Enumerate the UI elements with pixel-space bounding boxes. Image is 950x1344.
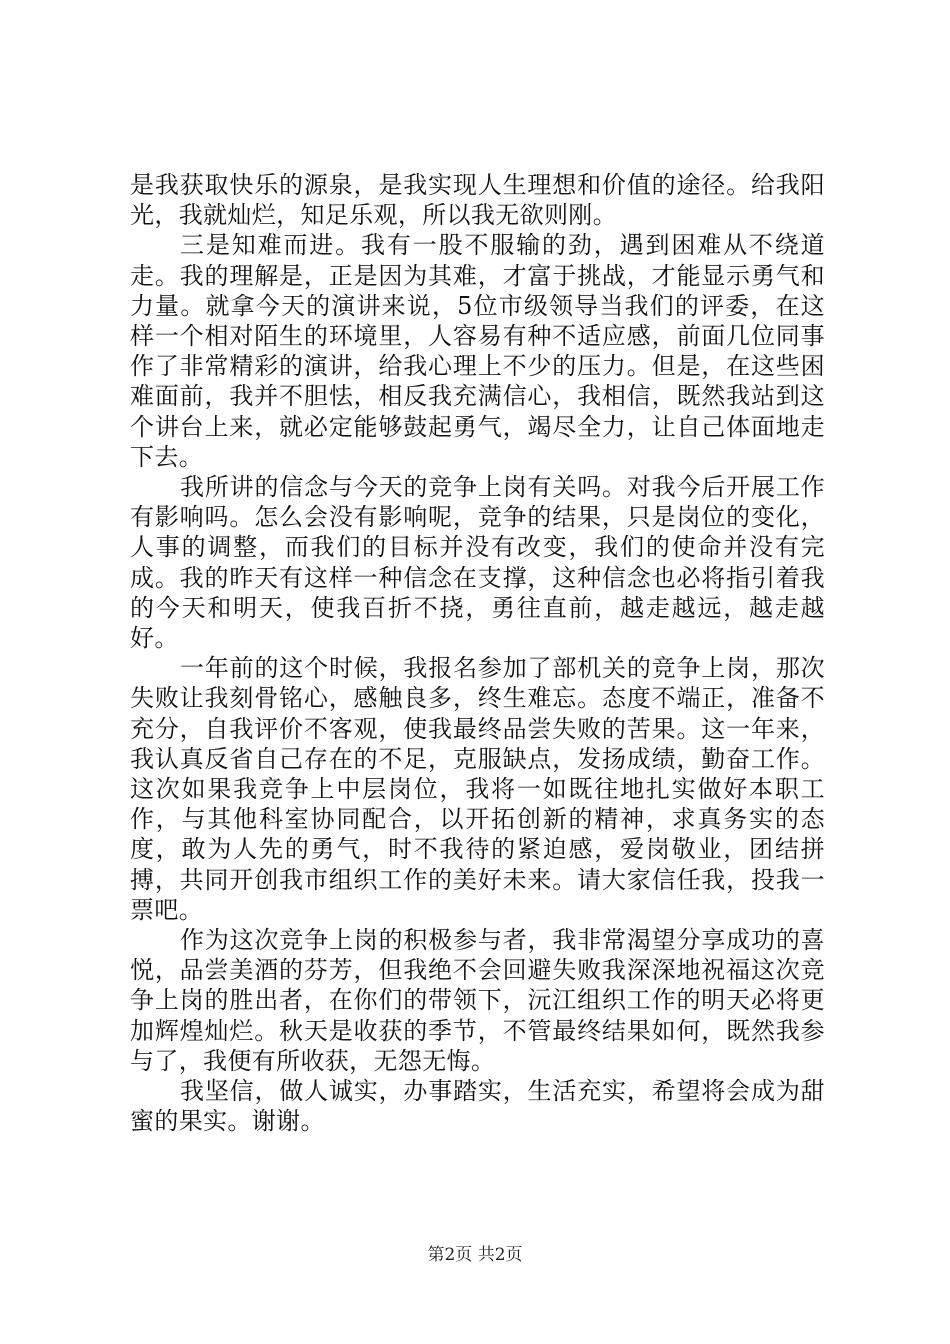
paragraph-closing: 我坚信，做人诚实，办事踏实，生活充实，希望将会成为甜蜜的果实。谢谢。 xyxy=(130,1077,825,1136)
page-footer: 第2页 共2页 xyxy=(427,1245,523,1265)
paragraph-point-three: 三是知难而进。我有一股不服输的劲，遇到困难从不绕道走。我的理解是，正是因为其难，才富于挑战，才能显示勇气和力量。就拿今天的演讲来说，5位市级领导当我们的评委，在这样一个相对陌生的环境里，人容易有种不适应感，前面几位同事作了非常精彩的演讲，给我心理上不少的压力。但是，在这些困难面前，我并不胆怯，相反我充满信心，我相信，既然我站到这个讲台上来，就必定能够鼓起勇气，竭尽全力，让自己体面地走下去。 xyxy=(130,231,825,471)
paragraph-participant: 作为这次竞争上岗的积极参与者，我非常渴望分享成功的喜悦，品尝美酒的芬芳，但我绝不会回避失败我深深地祝福这次竞争上岗的胜出者，在你们的带领下，沅江组织工作的明天必将更加辉煌灿烂。秋天是收获的季节，不管最终结果如何，既然我参与了，我便有所收获，无怨无悔。 xyxy=(130,926,825,1075)
document-body xyxy=(130,170,825,1137)
paragraph-continued: 是我获取快乐的源泉，是我实现人生理想和价值的途径。给我阳光，我就灿烂，知足乐观，所以我无欲则刚。 xyxy=(130,171,825,230)
paragraph-belief-relevance: 我所讲的信念与今天的竞争上岗有关吗。对我今后开展工作有影响吗。怎么会没有影响呢，竞争的结果，只是岗位的变化，人事的调整，而我们的目标并没有改变，我们的使命并没有完成。我的昨天有这样一种信念在支撑，这种信念也必将指引着我的今天和明天，使我百折不挠，勇往直前，越走越远，越走越好。 xyxy=(130,473,825,653)
paragraph-last-year: 一年前的这个时候，我报名参加了部机关的竞争上岗，那次失败让我刻骨铭心，感触良多，终生难忘。态度不端正，准备不充分，自我评价不客观，使我最终品尝失败的苦果。这一年来，我认真反省自己存在的不足，克服缺点，发扬成绩，勤奋工作。这次如果我竞争上中层岗位，我将一如既往地扎实做好本职工作，与其他科室协同配合，以开拓创新的精神，求真务实的态度，敢为人先的勇气，时不我待的紧迫感，爱岗敬业，团结拼搏，共同开创我市组织工作的美好未来。请大家信任我，投我一票吧。 xyxy=(130,654,825,924)
